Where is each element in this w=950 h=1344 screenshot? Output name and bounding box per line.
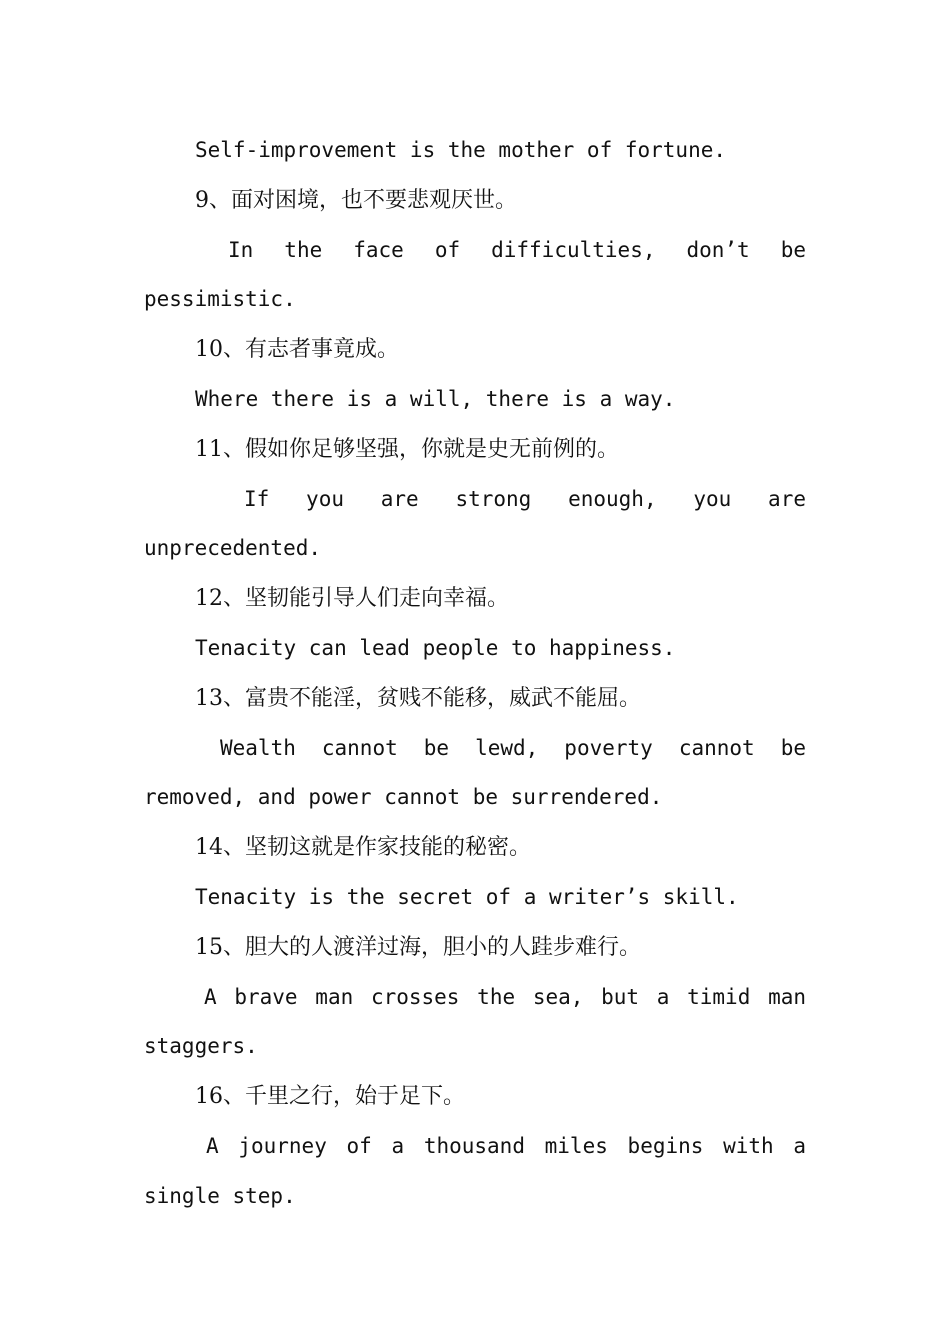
- chinese-quote-14: 14、坚韧这就是作家技能的秘密。: [195, 835, 531, 861]
- english-sentence: Self-improvement is the mother of fortune.: [195, 138, 727, 162]
- english-sentence: Tenacity can lead people to happiness.: [195, 635, 676, 660]
- chinese-quote-13: 13、富贵不能淫，贫贱不能移，威武不能屈。: [195, 685, 641, 711]
- chinese-quote-10: 10、有志者事竟成。: [195, 337, 399, 363]
- chinese-quote-15: 15、胆大的人渡洋过海，胆小的人跬步难行。: [195, 934, 641, 960]
- english-sentence: In the face of difficulties, don’t be: [228, 237, 806, 262]
- document-body: [144, 126, 806, 1222]
- english-sentence-continuation: removed, and power cannot be surrendered.: [144, 785, 663, 810]
- english-sentence-continuation: pessimistic.: [144, 287, 296, 312]
- english-sentence: Where there is a will, there is a way.: [195, 386, 676, 411]
- english-sentence: A brave man crosses the sea, but a timid man: [204, 984, 806, 1009]
- english-sentence: Tenacity is the secret of a writer’s skill.: [195, 884, 739, 909]
- chinese-quote-11: 11、假如你足够坚强，你就是史无前例的。: [195, 436, 619, 462]
- english-sentence: A journey of a thousand miles begins with a: [206, 1133, 806, 1158]
- english-sentence-continuation: staggers.: [144, 1034, 258, 1059]
- chinese-quote-9: 9、面对困境，也不要悲观厌世。: [195, 187, 517, 213]
- english-sentence: Wealth cannot be lewd, poverty cannot be: [220, 735, 806, 760]
- chinese-quote-12: 12、坚韧能引导人们走向幸福。: [195, 586, 509, 612]
- english-sentence-continuation: unprecedented.: [144, 536, 322, 561]
- english-sentence: If you are strong enough, you are: [244, 486, 806, 511]
- english-sentence-continuation: single step.: [144, 1183, 296, 1208]
- chinese-quote-16: 16、千里之行，始于足下。: [195, 1084, 465, 1110]
